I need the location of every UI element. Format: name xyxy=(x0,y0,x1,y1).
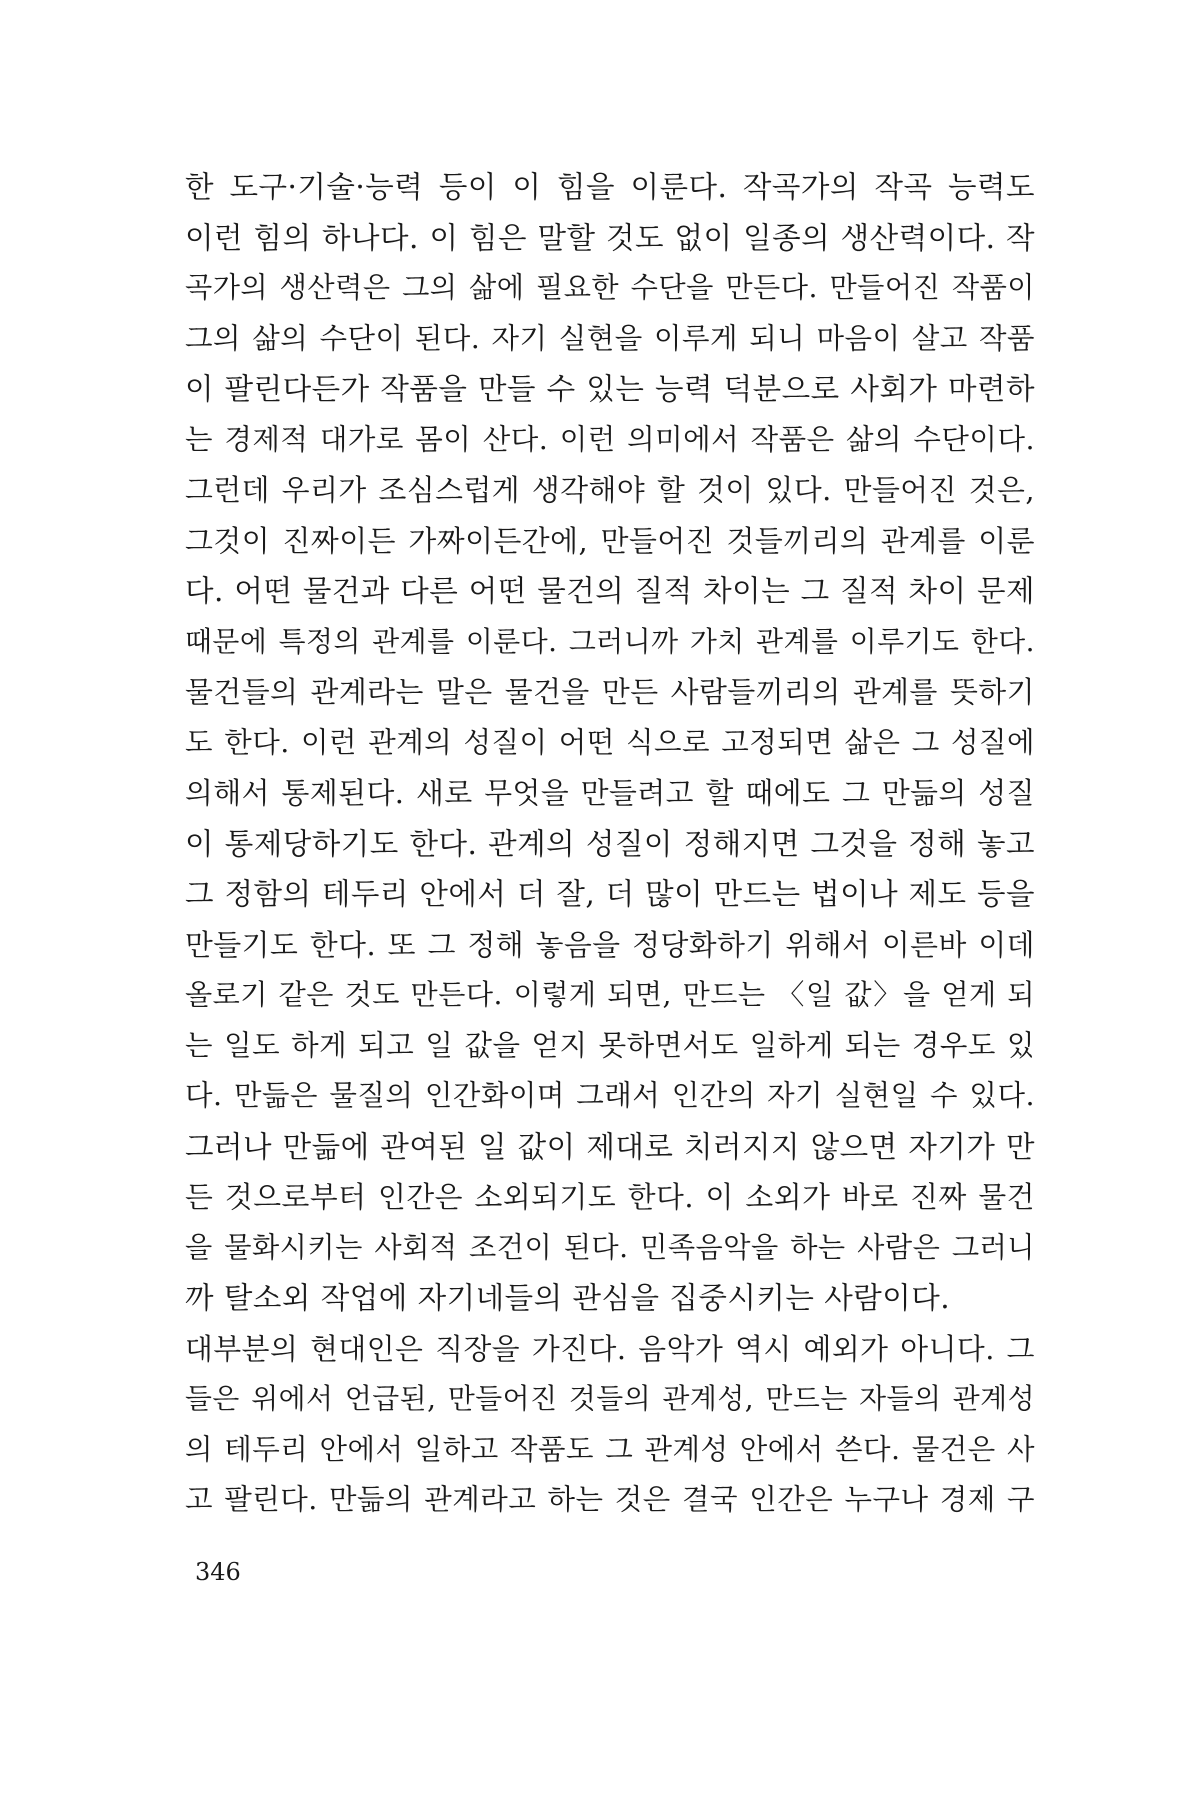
text-line: 때문에 특정의 관계를 이룬다. 그러니까 가치 관계를 이루기도 한다. xyxy=(185,624,1035,658)
text-line: 고 팔린다. 만듦의 관계라고 하는 것은 결국 인간은 누구나 경제 구 xyxy=(185,1483,1035,1516)
text-line: 이런 힘의 하나다. 이 힘은 말할 것도 없이 일종의 생산력이다. 작 xyxy=(185,220,1035,255)
text-line: 이 팔린다든가 작품을 만들 수 있는 능력 덕분으로 사회가 마련하 xyxy=(185,372,1035,406)
text-line: 는 경제적 대가로 몸이 산다. 이런 의미에서 작품은 삶의 수단이다. xyxy=(185,422,1035,456)
text-line: 까 탈소외 작업에 자기네들의 관심을 집중시키는 사람이다. xyxy=(185,1281,951,1315)
body-text xyxy=(185,162,1035,1526)
text-line: 도 한다. 이런 관계의 성질이 어떤 식으로 고정되면 삶은 그 성질에 xyxy=(185,725,1035,759)
text-line: 그런데 우리가 조심스럽게 생각해야 할 것이 있다. 만들어진 것은, xyxy=(185,473,1035,507)
text-line: 는 일도 하게 되고 일 값을 얻지 못하면서도 일하게 되는 경우도 있 xyxy=(185,1028,1035,1062)
text-line: 의 테두리 안에서 일하고 작품도 그 관계성 안에서 쓴다. 물건은 사 xyxy=(185,1432,1035,1466)
text-line: 대부분의 현대인은 직장을 가진다. 음악가 역시 예외가 아니다. 그 xyxy=(185,1331,1035,1366)
text-line: 곡가의 생산력은 그의 삶에 필요한 수단을 만든다. 만들어진 작품이 xyxy=(185,271,1035,304)
text-line: 의해서 통제된다. 새로 무엇을 만들려고 할 때에도 그 만듦의 성질 xyxy=(185,776,1035,810)
text-line: 든 것으로부터 인간은 소외되기도 한다. 이 소외가 바로 진짜 물건 xyxy=(185,1180,1035,1214)
text-line: 다. 어떤 물건과 다른 어떤 물건의 질적 차이는 그 질적 차이 문제 xyxy=(185,574,1035,608)
text-line: 다. 만듦은 물질의 인간화이며 그래서 인간의 자기 실현일 수 있다. xyxy=(185,1079,1035,1112)
text-line: 그의 삶의 수단이 된다. 자기 실현을 이루게 되니 마음이 살고 작품 xyxy=(185,321,1035,355)
text-line: 만들기도 한다. 또 그 정해 놓음을 정당화하기 위해서 이른바 이데 xyxy=(185,927,1035,962)
text-line: 들은 위에서 언급된, 만들어진 것들의 관계성, 만드는 자들의 관계성 xyxy=(185,1382,1035,1415)
text-line: 올로기 같은 것도 만든다. 이렇게 되면, 만드는 〈일 값〉을 얻게 되 xyxy=(185,978,1035,1011)
text-line: 그 정함의 테두리 안에서 더 잘, 더 많이 만드는 법이나 제도 등을 xyxy=(185,877,1035,911)
text-line: 물건들의 관계라는 말은 물건을 만든 사람들끼리의 관계를 뜻하기 xyxy=(185,675,1035,709)
text-line: 이 통제당하기도 한다. 관계의 성질이 정해지면 그것을 정해 놓고 xyxy=(185,826,1035,861)
text-line: 그러나 만듦에 관여된 일 값이 제대로 치러지지 않으면 자기가 만 xyxy=(185,1129,1035,1164)
text-line: 을 물화시키는 사회적 조건이 된다. 민족음악을 하는 사람은 그러니 xyxy=(185,1230,1035,1264)
page-number: 346 xyxy=(195,1558,241,1586)
text-line: 한 도구·기술·능력 등이 이 힘을 이룬다. 작곡가의 작곡 능력도 xyxy=(185,170,1035,204)
text-line: 그것이 진짜이든 가짜이든간에, 만들어진 것들끼리의 관계를 이룬 xyxy=(185,523,1035,558)
